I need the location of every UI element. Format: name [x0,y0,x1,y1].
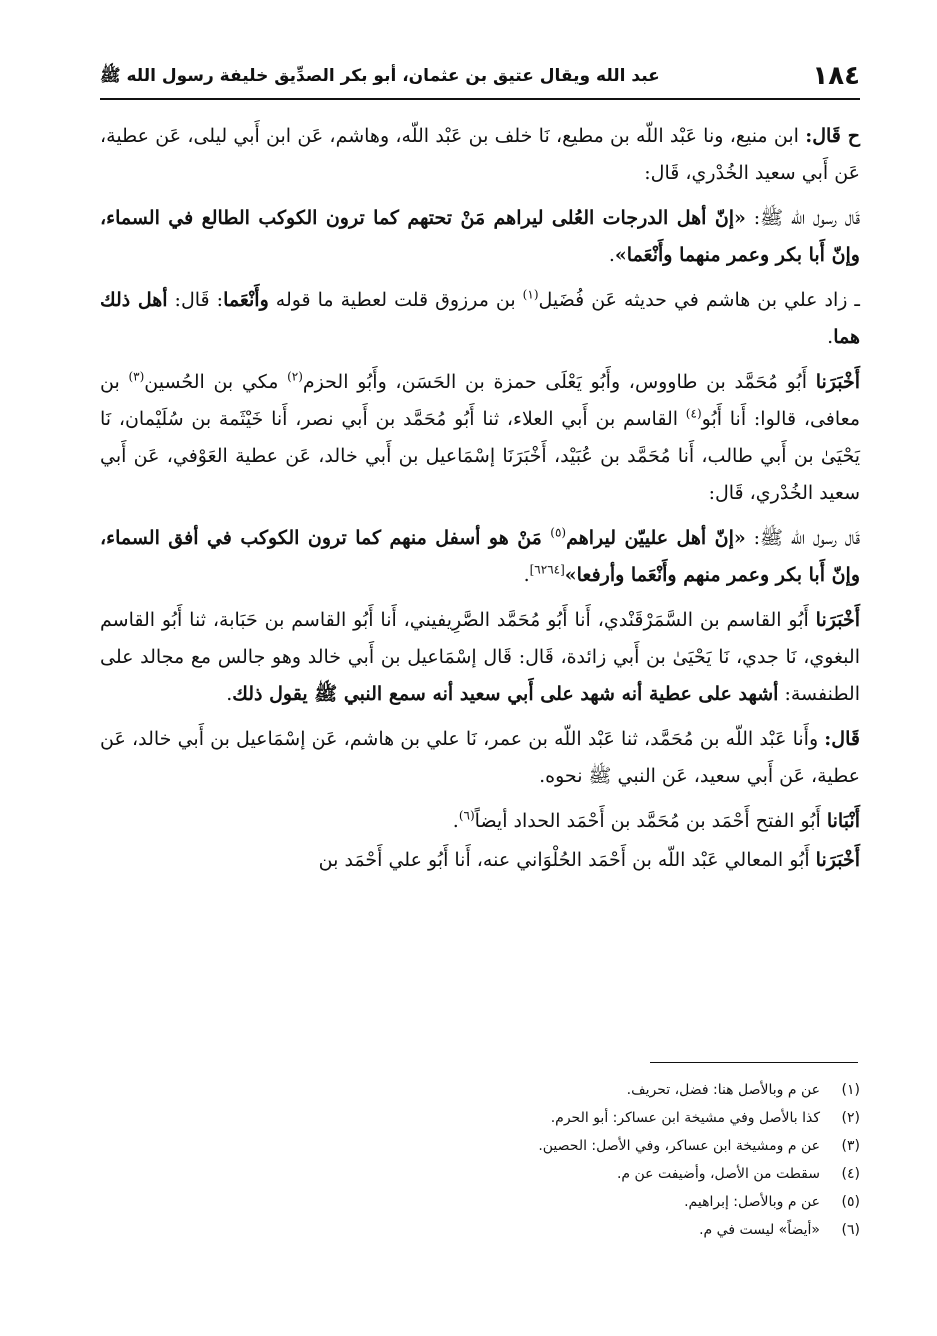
text-run: أَبُو القاسم بن السَّمَرْقَنْدي، أَنا أَبُو مُحَمَّد الصَّرِيفيني، أَنا أَبُو القاسم بن حَبَابة، ثنا أَبُو القاسم البغوي، نَا جدي، نَا يَحْيَىٰ بن أَبي زائدة، قَال: قَال إسْمَاعيل بن أَبي خالد وهو جالس مع مجالد على الطنفسة: [100,609,860,705]
footnote-marker: (٤) [685,406,702,421]
bold-text: مَنْ هو أسفل منهم كما ترون الكوكب في أفق السماء، وإنّ أَبا بكر وعمر منهم وأَنْعَما وأرفعا» [100,527,860,586]
text-run: أَبُو مُحَمَّد بن طاووس، وأَبُو يَعْلَى حمزة بن الحَسَن، وأَبُو الحزم [302,371,816,393]
footnote-number: (٣) [841,1138,860,1154]
footnote-text: سقطت من الأصل، وأضيفت عن م. [616,1166,820,1182]
bold-text: «إنّ أهل الدرجات العُلى ليراهم مَنْ تحتهم كما ترون الكوكب الطالع في السماء، وإنّ أَبا بكر وعمر منهما وأَنْعَما» [100,207,860,266]
paragraph [100,721,860,795]
page-header [100,56,860,96]
footnote-number: (٤) [841,1166,860,1182]
header-rule [100,98,860,100]
paragraph [100,520,860,594]
text-run: وأَنا عَبْد اللّه بن مُحَمَّد، ثنا عَبْد اللّه بن عمر، نَا علي بن هاشم، عَن إسْمَاعيل بن أَبي خالد، عَن عطية، عَن أَبي سعيد، عَن النبي ﷺ نحوه. [100,728,860,787]
running-title: عبد الله ويقال عتيق بن عثمان، أبو بكر الصدِّيق خليفة رسول الله ﷺ [100,66,660,86]
text-run: بن معافى، قالوا: أَنا أَبُو [100,371,860,430]
text-run: بن مرزوق قلت لعطية ما قوله [268,289,523,311]
paragraph [100,364,860,512]
paragraph [100,118,860,192]
paragraph [100,803,860,840]
page-number: ١٨٤ [812,61,860,91]
paragraph [100,282,860,356]
text-run: القاسم بن أَبي العلاء، ثنا أَبُو مُحَمَّد بن أَبي نصر، أَنا خَيْثَمة بن سُلَيْمان، نَا يَحْيَىٰ بن أَبي طالب، أَنا مُحَمَّد بن عُبَيْد، أَخْبَرَنَا إسْمَاعيل بن أَبي خالد، عَن عطية العَوْفي، عَن أَبي سعيد الخُدْري، قَال: [100,408,860,504]
footnote-marker: (٢) [287,369,303,384]
footnote-number: (٥) [841,1194,860,1210]
footnote-marker: (٣) [128,369,145,384]
footnote-text: «أيضاً» ليست في م. [699,1222,820,1238]
text-run: مكي بن الحُسين [144,371,288,393]
text-run: . [226,683,233,705]
footnote-item [100,1076,860,1104]
footnote-marker: (٦) [458,808,475,823]
bold-text: «إنّ أهل علييّن ليراهم [566,527,746,549]
text-run: قَال رسول الله ﷺ: [745,207,860,229]
footnote-text: عن م ومشيخة ابن عساكر، وفي الأصل: الحصين. [538,1138,820,1154]
footnotes [100,1076,860,1244]
footnote-item [100,1160,860,1188]
text-run: أَبُو الفتح أَحْمَد بن مُحَمَّد بن أَحْمَد الحداد أيضاً [474,810,827,832]
bold-text: أهل ذلك هما [100,289,860,348]
bold-text: أَخْبَرَنا [815,371,861,393]
footnote-text: عن م وبالأصل هنا: فضل، تحريف. [626,1082,820,1098]
text-run: أَبُو المعالي عَبْد اللّه بن أَحْمَد الحُلْوَاني عنه، أَنا أَبُو علي أَحْمَد بن [318,849,816,871]
footnote-number: (٦) [841,1222,860,1238]
main-text [100,118,860,887]
text-run: : قَال: [167,289,224,311]
footnote-marker: [٦٢٦٤] [529,562,565,577]
bold-text: أَخْبَرَنا [815,849,860,871]
bold-text: ح قَال: [805,125,860,147]
footnote-item [100,1132,860,1160]
footnote-item [100,1216,860,1244]
footnote-text: عن م وبالأصل: إبراهيم. [684,1194,820,1210]
bold-text: أَنْبَانا [826,810,860,832]
footnote-text: كذا بالأصل وفي مشيخة ابن عساكر: أبو الحرم. [550,1110,820,1126]
footnote-number: (١) [841,1082,860,1098]
paragraph [100,200,860,274]
footnote-marker: (١) [522,287,539,302]
footnote-separator [650,1062,858,1063]
bold-text: وأَنْعَما [223,289,269,311]
text-run: . [608,244,615,266]
bold-text: أَخْبَرَنا [815,609,860,631]
text-run: قَال رسول الله ﷺ: [745,527,860,549]
text-run: . [452,810,459,832]
bold-text: أشهد على عطية أنه شهد على أَبي سعيد أنه سمع النبي ﷺ يقول ذلك [232,683,779,705]
footnote-item [100,1188,860,1216]
paragraph [100,842,860,879]
paragraph [100,602,860,713]
text-run: ـ زاد علي بن هاشم في حديثه عَن فُضَيل [538,289,860,311]
text-run: ابن منيع، ونا عَبْد اللّه بن مطيع، نَا خلف بن عَبْد اللّه، وهاشم، عَن ابن أَبي ليلى، عَن عطية، عَن أَبي سعيد الخُدْري، قَال: [100,125,860,184]
footnote-number: (٢) [841,1110,860,1126]
text-run: . [523,564,530,586]
footnote-marker: (٥) [550,525,567,540]
footnote-item [100,1104,860,1132]
text-run: . [827,326,834,348]
bold-text: قَال: [824,728,860,750]
